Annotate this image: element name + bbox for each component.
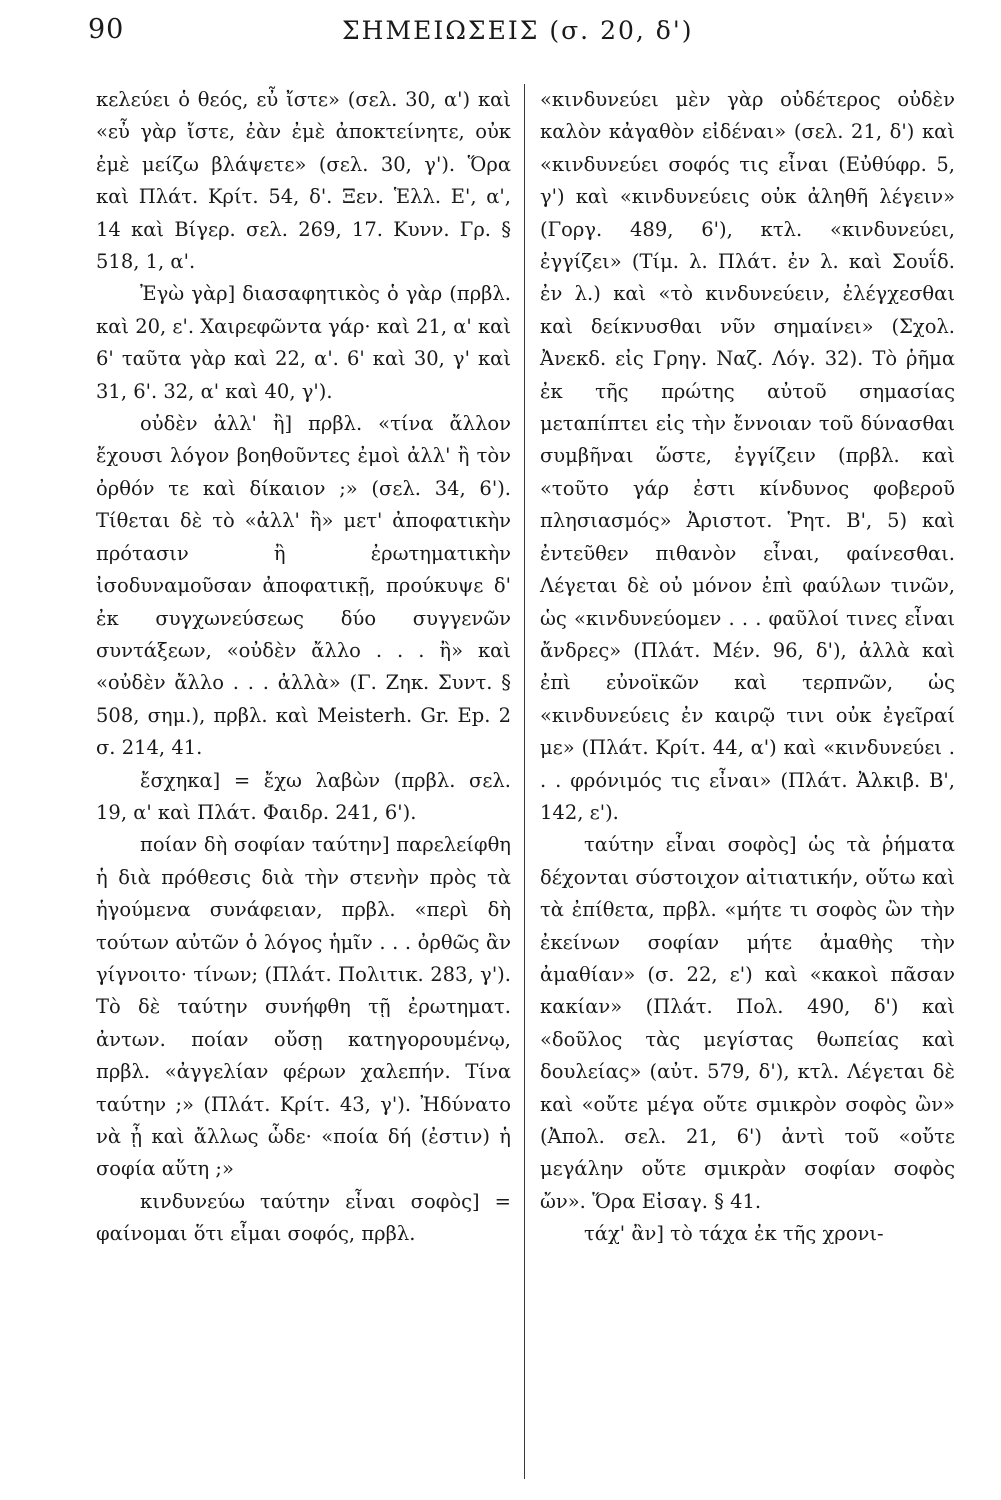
paragraph: κελεύει ὁ θεός, εὖ ἴστε» (σελ. 30, α') καὶ «εὖ γὰρ ἴστε, ἐὰν ἐμὲ ἀποκτείνητε, οὐκ ἐμὲ μείζω βλάψετε» (σελ. 30, γ'). Ὅρα καὶ Πλάτ. Κρίτ. 54, δ'. Ξεν. Ἑλλ. Ε', α', 14 καὶ Βίγερ. σελ. 269, 17. Κυνν. Γρ. § 518, 1, α'.	[96, 88, 511, 274]
right-column	[540, 84, 955, 1251]
paragraph: κινδυνεύω ταύτην εἶναι σοφὸς] = φαίνομαι ὅτι εἶμαι σοφός, πρβλ.	[96, 1189, 511, 1246]
paragraph: ποίαν δὴ σοφίαν ταύτην] παρελείφθη ἡ διὰ πρόθεσις διὰ τὴν στενὴν πρὸς τὰ ἡγούμενα συνάφειαν, πρβλ. «περὶ δὴ τούτων αὐτῶν ὁ λόγος ἡμῖν . . . ὀρθῶς ἂν γίγνοιτο· τίνων; (Πλάτ. Πολιτικ. 283, γ'). Τὸ δὲ ταύτην συνήφθη τῇ ἐρωτηματ. ἀντων. ποίαν οὔσῃ κατηγορουμένῳ, πρβλ. «ἀγγελίαν φέρων χαλεπήν. Τίνα ταύτην ;» (Πλάτ. Κρίτ. 43, γ'). Ἠδύνατο νὰ ᾖ καὶ ἄλλως ὧδε· «ποία δή (ἐστιν) ἡ σοφία αὕτη ;»	[96, 833, 511, 1181]
paragraph: τάχ' ἂν] τὸ τάχα ἐκ τῆς χρονι-	[584, 1222, 884, 1246]
page-number: 90	[88, 14, 125, 45]
paragraph: Ἐγὼ γὰρ] διασαφητικὸς ὁ γὰρ (πρβλ. καὶ 20, ε'. Χαιρεφῶντα γάρ· καὶ 21, α' καὶ 6' ταῦτα γὰρ καὶ 22, α'. 6' καὶ 30, γ' καὶ 31, 6'. 32, α' καὶ 40, γ').	[96, 282, 511, 403]
running-head: ΣΗΜΕΙΩΣΕΙΣ (σ. 20, δ')	[342, 16, 694, 45]
column-divider	[524, 84, 525, 1479]
paragraph: «κινδυνεύει μὲν γὰρ οὐδέτερος οὐδὲν καλὸν κἀγαθὸν εἰδέναι» (σελ. 21, δ') καὶ «κινδυνεύει σοφός τις εἶναι (Εὐθύφρ. 5, γ') καὶ «κινδυνεύεις οὐκ ἀληθῆ λέγειν» (Γοργ. 489, 6'), κτλ. «κινδυνεύει, ἐγγίζει» (Τίμ. λ. Πλάτ. ἐν λ. καὶ Σουΐδ. ἐν λ.) καὶ «τὸ κινδυνεύειν, ἐλέγχεσθαι καὶ δείκνυσθαι νῦν σημαίνει» (Σχολ. Ἀνεκδ. εἰς Γρηγ. Ναζ. Λόγ. 32). Τὸ ῥῆμα ἐκ τῆς πρώτης αὐτοῦ σημασίας μεταπίπτει εἰς τὴν ἔννοιαν τοῦ δύνασθαι συμβῆναι ὥστε, ἐγγίζειν (πρβλ. καὶ «τοῦτο γάρ ἐστι κίνδυνος φοβεροῦ πλησιασμός» Ἀριστοτ. Ῥητ. Β', 5) καὶ ἐντεῦθεν πιθανὸν εἶναι, φαίνεσθαι. Λέγεται δὲ οὐ μόνον ἐπὶ φαύλων τινῶν, ὡς «κινδυνεύομεν . . . φαῦλοί τινες εἶναι ἄνδρες» (Πλάτ. Μέν. 96, δ'), ἀλλὰ καὶ ἐπὶ εὐνοϊκῶν καὶ τερπνῶν, ὡς «κινδυνεύεις ἐν καιρῷ τινι οὐκ ἐγεῖραί με» (Πλάτ. Κρίτ. 44, α') καὶ «κινδυνεύει . . . φρόνιμός τις εἶναι» (Πλάτ. Ἀλκιβ. Β', 142, ε').	[540, 88, 955, 824]
paragraph: οὐδὲν ἀλλ' ἢ] πρβλ. «τίνα ἄλλον ἔχουσι λόγον βοηθοῦντες ἐμοὶ ἀλλ' ἢ τὸν ὀρθόν τε καὶ δίκαιον ;» (σελ. 34, 6'). Τίθεται δὲ τὸ «ἀλλ' ἢ» μετ' ἀποφατικὴν πρότασιν ἢ ἐρωτηματικὴν ἰσοδυναμοῦσαν ἀποφατικῇ, προύκυψε δ' ἐκ συγχωνεύσεως δύο συγγενῶν συντάξεων, «οὐδὲν ἄλλο . . . ἢ» καὶ «οὐδὲν ἄλλο . . . ἀλλὰ» (Γ. Ζηκ. Συντ. § 508, σημ.), πρβλ. καὶ Meisterh. Gr. Ep. 2 σ. 214, 41.	[96, 412, 511, 760]
paragraph: ταύτην εἶναι σοφὸς] ὡς τὰ ῥήματα δέχονται σύστοιχον αἰτιατικήν, οὕτω καὶ τὰ ἐπίθετα, πρβλ. «μήτε τι σοφὸς ὢν τὴν ἐκείνων σοφίαν μήτε ἀμαθὴς τὴν ἀμαθίαν» (σ. 22, ε') καὶ «κακοὶ πᾶσαν κακίαν» (Πλάτ. Πολ. 490, δ') καὶ «δοῦλος τὰς μεγίστας θωπείας καὶ δουλείας» (αὐτ. 579, δ'), κτλ. Λέγεται δὲ καὶ «οὔτε μέγα οὔτε σμικρὸν σοφὸς ὢν» (Ἀπολ. σελ. 21, 6') ἀντὶ τοῦ «οὔτε μεγάλην οὔτε σμικρὰν σοφίαν σοφὸς ὤν». Ὅρα Εἰσαγ. § 41.	[540, 833, 955, 1213]
left-column	[96, 84, 511, 1251]
paragraph: ἔσχηκα] = ἔχω λαβὼν (πρβλ. σελ. 19, α' καὶ Πλάτ. Φαιδρ. 241, 6').	[96, 768, 511, 824]
